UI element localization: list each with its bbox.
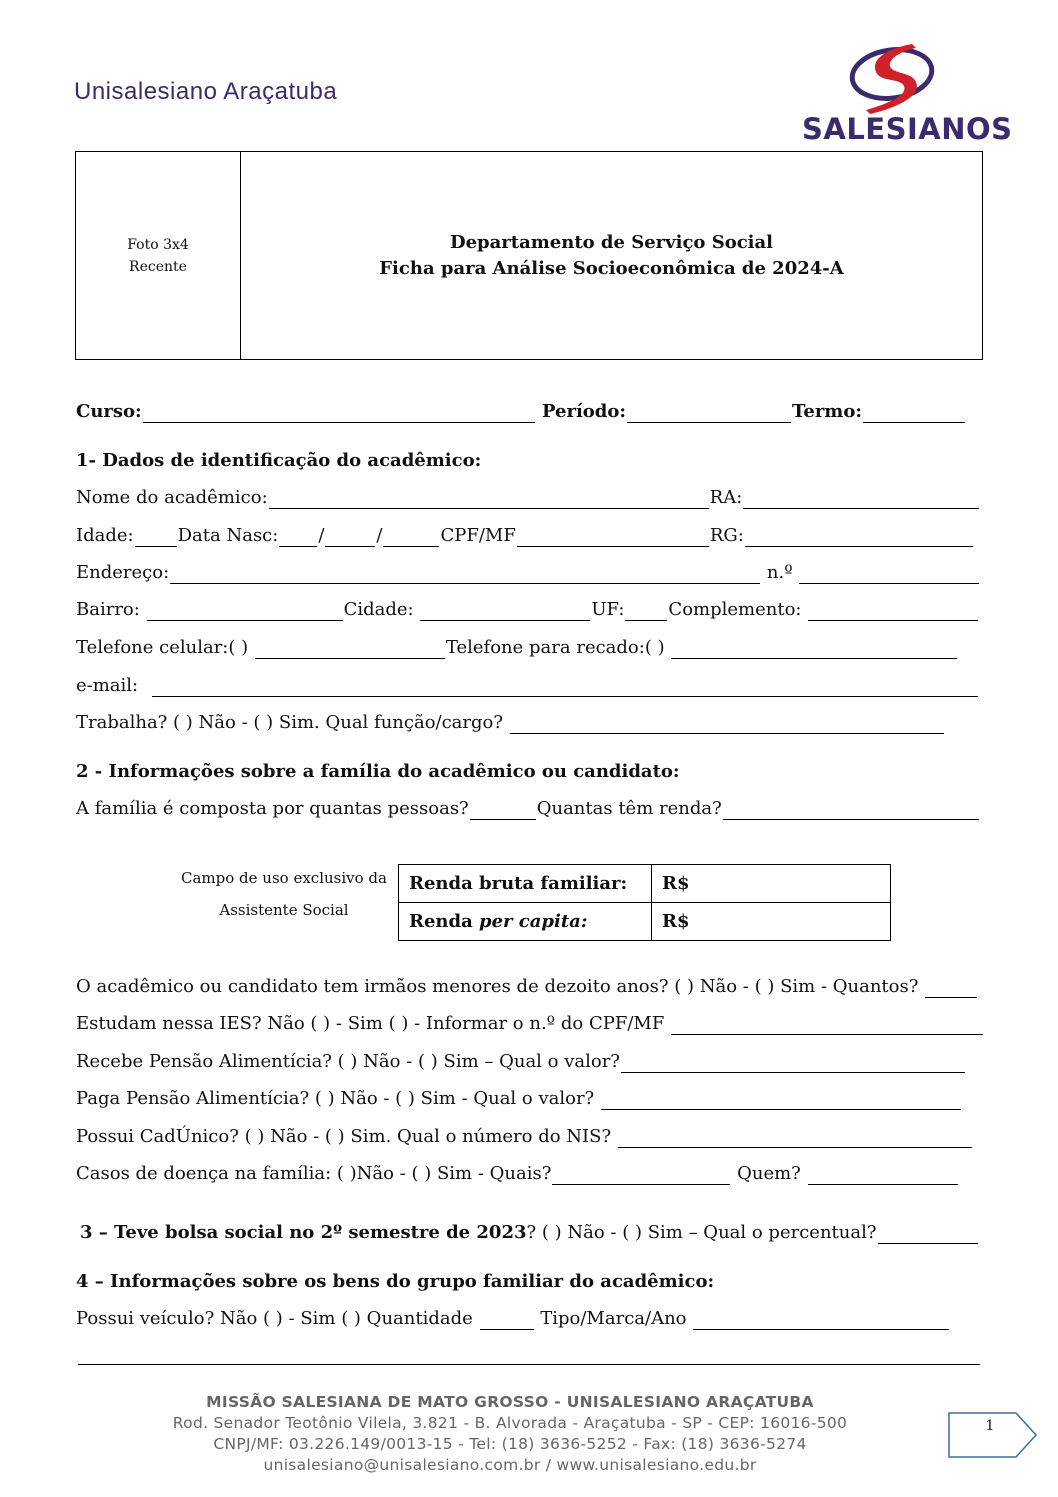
irmaos-row bbox=[76, 976, 980, 998]
photo-sublabel: Recente bbox=[129, 258, 187, 275]
logo-text: SALESIANOS bbox=[802, 112, 1013, 146]
complemento-field[interactable] bbox=[808, 602, 978, 621]
section3-question: ? ( ) Não - ( ) Sim – Qual o percentual? bbox=[526, 1222, 877, 1243]
exclusive-use-note bbox=[170, 862, 398, 926]
recebe-pensao-field[interactable] bbox=[621, 1054, 965, 1073]
footer-line1: MISSÃO SALESIANA DE MATO GROSSO - UNISALESIANO ARAÇATUBA bbox=[206, 1393, 814, 1411]
renda-count-field[interactable] bbox=[723, 801, 979, 820]
email-row bbox=[76, 675, 980, 697]
section1-title: 1- Dados de identificação do acadêmico: bbox=[76, 450, 482, 471]
bairro-field[interactable] bbox=[147, 602, 343, 621]
renda-capita-label: Renda per capita: bbox=[399, 903, 652, 941]
endereco-label: Endereço: bbox=[76, 562, 170, 583]
cidade-label: Cidade: bbox=[343, 599, 414, 620]
familia-question: A família é composta por quantas pessoas? bbox=[76, 798, 469, 819]
renda-table bbox=[398, 864, 891, 941]
paga-pensao-row bbox=[76, 1088, 980, 1110]
form-title bbox=[241, 152, 982, 359]
exclusive-use-line2: Assistente Social bbox=[219, 901, 349, 919]
irmaos-field[interactable] bbox=[925, 979, 977, 998]
footer-line3: CNPJ/MF: 03.226.149/0013-15 - Tel: (18) 3636-5252 - Fax: (18) 3636-5274 bbox=[213, 1435, 807, 1453]
section2-title: 2 - Informações sobre a família do acadêmico ou candidato: bbox=[76, 761, 680, 782]
ano-field[interactable] bbox=[383, 528, 439, 547]
numero-field[interactable] bbox=[799, 565, 979, 584]
ra-field[interactable] bbox=[743, 490, 979, 509]
familia-row bbox=[76, 798, 980, 820]
funcao-field[interactable] bbox=[510, 715, 944, 734]
renda-capita-value[interactable]: R$ bbox=[652, 903, 891, 941]
endereco-row bbox=[76, 562, 980, 584]
dia-field[interactable] bbox=[279, 528, 317, 547]
department-title: Departamento de Serviço Social bbox=[449, 231, 773, 253]
brand-name-left: Unisalesiano Araçatuba bbox=[74, 78, 338, 105]
tel-recado-label: Telefone para recado:( ) bbox=[445, 637, 665, 658]
footer-line2: Rod. Senador Teotônio Vilela, 3.821 - B. Alvorada - Araçatuba - SP - CEP: 16016-500 bbox=[172, 1414, 848, 1432]
estudam-row bbox=[76, 1013, 980, 1035]
email-label: e-mail: bbox=[76, 675, 139, 696]
cidade-field[interactable] bbox=[420, 602, 590, 621]
estudam-question: Estudam nessa IES? Não ( ) - Sim ( ) - Informar o n.º do CPF/MF bbox=[76, 1013, 665, 1034]
paga-pensao-question: Paga Pensão Alimentícia? ( ) Não - ( ) Sim - Qual o valor? bbox=[76, 1088, 595, 1109]
irmaos-question: O acadêmico ou candidato tem irmãos menores de dezoito anos? ( ) Não - ( ) Sim - Quantos? bbox=[76, 976, 919, 997]
rg-label: RG: bbox=[709, 525, 744, 546]
footer-line4: unisalesiano@unisalesiano.com.br / www.unisalesiano.edu.br bbox=[263, 1456, 757, 1474]
nis-field[interactable] bbox=[618, 1129, 972, 1148]
course-row bbox=[76, 401, 980, 423]
tel-celular-field[interactable] bbox=[255, 640, 445, 659]
complemento-label: Complemento: bbox=[668, 599, 802, 620]
slash-2: / bbox=[376, 525, 383, 546]
photo-label: Foto 3x4 bbox=[127, 236, 189, 253]
section3-row bbox=[80, 1222, 984, 1244]
quantidade-field[interactable] bbox=[480, 1311, 534, 1330]
endereco-field[interactable] bbox=[170, 565, 760, 584]
doenca-quais-field[interactable] bbox=[552, 1166, 730, 1185]
curso-label: Curso: bbox=[76, 401, 142, 422]
exclusive-use-line1: Campo de uso exclusivo da bbox=[181, 869, 387, 887]
percentual-field[interactable] bbox=[878, 1225, 978, 1244]
bairro-label: Bairro: bbox=[76, 599, 140, 620]
nome-label: Nome do acadêmico: bbox=[76, 487, 268, 508]
header-box bbox=[75, 151, 983, 360]
section3-title: 3 – Teve bolsa social no 2º semestre de 2023 bbox=[80, 1222, 527, 1243]
tel-celular-label: Telefone celular:( ) bbox=[76, 637, 249, 658]
footer bbox=[100, 1392, 920, 1476]
renda-bruta-value[interactable]: R$ bbox=[652, 865, 891, 903]
termo-label: Termo: bbox=[792, 401, 863, 422]
familia-field[interactable] bbox=[470, 801, 536, 820]
slash-1: / bbox=[318, 525, 325, 546]
renda-bruta-row bbox=[399, 865, 891, 903]
estudam-cpf-field[interactable] bbox=[671, 1016, 983, 1035]
rg-field[interactable] bbox=[745, 528, 973, 547]
periodo-field[interactable] bbox=[627, 404, 791, 423]
tel-recado-field[interactable] bbox=[671, 640, 957, 659]
page-number: 1 bbox=[985, 1418, 995, 1434]
uf-field[interactable] bbox=[625, 602, 667, 621]
email-field[interactable] bbox=[152, 678, 978, 697]
quem-label: Quem? bbox=[737, 1163, 801, 1184]
form-subtitle: Ficha para Análise Socioeconômica de 2024-A bbox=[379, 257, 844, 279]
mes-field[interactable] bbox=[325, 528, 375, 547]
trabalha-row bbox=[76, 712, 980, 734]
idade-field[interactable] bbox=[135, 528, 177, 547]
recebe-pensao-question: Recebe Pensão Alimentícia? ( ) Não - ( ) Sim – Qual o valor? bbox=[76, 1051, 620, 1072]
renda-bruta-label: Renda bruta familiar: bbox=[399, 865, 652, 903]
tipo-label: Tipo/Marca/Ano bbox=[540, 1308, 687, 1329]
tipo-field[interactable] bbox=[693, 1311, 949, 1330]
doenca-question: Casos de doença na família: ( )Não - ( ) Sim - Quais? bbox=[76, 1163, 552, 1184]
idade-label: Idade: bbox=[76, 525, 134, 546]
photo-placeholder bbox=[76, 152, 241, 359]
telefone-row bbox=[76, 637, 980, 659]
data-nasc-label: Data Nasc: bbox=[177, 525, 279, 546]
doenca-row bbox=[76, 1163, 980, 1185]
trabalha-question: Trabalha? ( ) Não - ( ) Sim. Qual função/cargo? bbox=[76, 712, 504, 733]
paga-pensao-field[interactable] bbox=[601, 1091, 961, 1110]
veiculo-row bbox=[76, 1308, 980, 1330]
nome-row bbox=[76, 487, 980, 509]
quem-field[interactable] bbox=[808, 1166, 958, 1185]
periodo-label: Período: bbox=[541, 401, 627, 422]
bairro-row bbox=[76, 599, 980, 621]
section4-title: 4 – Informações sobre os bens do grupo familiar do acadêmico: bbox=[76, 1271, 715, 1292]
recebe-pensao-row bbox=[76, 1051, 980, 1073]
idade-row bbox=[76, 525, 980, 547]
nome-field[interactable] bbox=[269, 490, 709, 509]
cadunico-question: Possui CadÚnico? ( ) Não - ( ) Sim. Qual o número do NIS? bbox=[76, 1126, 612, 1147]
veiculo-question: Possui veículo? Não ( ) - Sim ( ) Quantidade bbox=[76, 1308, 473, 1329]
cpf-field[interactable] bbox=[517, 528, 709, 547]
termo-field[interactable] bbox=[863, 404, 965, 423]
cadunico-row bbox=[76, 1126, 980, 1148]
ra-label: RA: bbox=[709, 487, 743, 508]
renda-count-question: Quantas têm renda? bbox=[536, 798, 722, 819]
renda-capita-row bbox=[399, 903, 891, 941]
veiculo-extra-line[interactable] bbox=[78, 1364, 980, 1365]
uf-label: UF: bbox=[591, 599, 625, 620]
cpf-label: CPF/MF bbox=[440, 525, 516, 546]
curso-field[interactable] bbox=[143, 404, 535, 423]
numero-label: n.º bbox=[766, 562, 793, 583]
